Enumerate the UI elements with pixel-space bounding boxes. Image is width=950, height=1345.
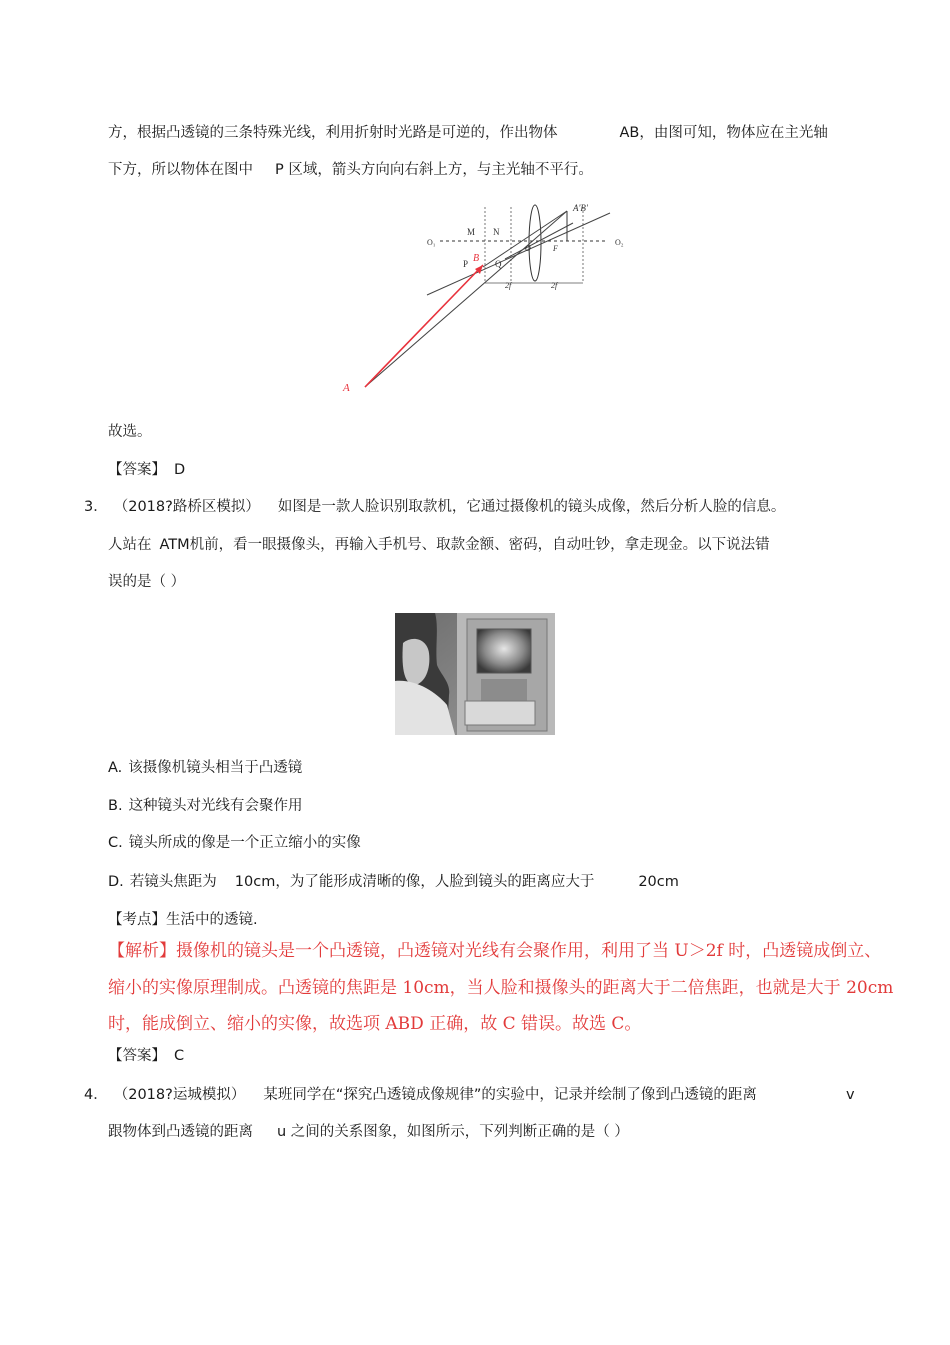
label-a: A — [343, 382, 350, 394]
q4-stem-line-1 — [84, 1085, 757, 1105]
q3-source: （2018?路桥区模拟） — [113, 499, 260, 515]
q3-stem-line-1 — [84, 497, 785, 517]
prev-answer-value: D — [174, 462, 186, 478]
q3-option-d — [108, 872, 679, 892]
q4-stem-2-a: 跟物体到凸透镜的距离 — [108, 1124, 253, 1140]
q3-option-a — [108, 758, 302, 778]
label-f: F — [553, 244, 558, 253]
q4-variable-v: v — [846, 1087, 855, 1103]
q3-option-c-text: 镜头所成的像是一个正立缩小的实像 — [128, 835, 361, 851]
q3-answer-value: C — [174, 1048, 185, 1064]
q4-source: （2018?运城模拟） — [113, 1087, 246, 1103]
prev-line-1-b: AB，由图可知，物体应在主光轴 — [619, 125, 828, 141]
q3-stem-2-a: 人站在 — [108, 537, 152, 553]
label-p: P — [463, 259, 469, 269]
label-q: Q — [495, 259, 502, 269]
q3-stem-1: 如图是一款人脸识别取款机，它通过摄像机的镜头成像，然后分析人脸的信息。 — [277, 499, 786, 515]
label-2f-right: 2f — [551, 281, 558, 290]
q3-stem-line-3: 误的是（ ） — [108, 574, 186, 590]
label-o2: O₂ — [615, 238, 624, 247]
q3-answer — [108, 1046, 184, 1066]
atm-photo — [395, 613, 555, 735]
prev-answer-label: 【答案】 — [108, 462, 166, 478]
prev-line-2-b: P 区域，箭头方向向右斜上方，与主光轴不平行。 — [275, 162, 593, 178]
label-o: O — [525, 244, 531, 253]
label-2f-left: 2f — [505, 281, 512, 290]
label-o1: O₁ — [427, 238, 436, 247]
label-b: B — [473, 253, 480, 264]
label-m: M — [467, 227, 476, 237]
q3-option-b-text: 这种镜头对光线有会聚作用 — [128, 798, 303, 814]
prev-line-1 — [108, 123, 828, 143]
q3-option-a-letter: A. — [108, 760, 123, 776]
q3-option-a-text: 该摄像机镜头相当于凸透镜 — [128, 760, 303, 776]
q4-stem-line-2 — [108, 1122, 629, 1142]
q3-answer-label: 【答案】 — [108, 1048, 166, 1064]
q3-option-d-a: 若镜头焦距为 — [129, 874, 217, 890]
lens-ray-diagram — [335, 195, 645, 405]
q3-jiexi-line-1: 【解析】摄像机的镜头是一个凸透镜，凸透镜对光线有会聚作用，利用了当 U＞2f 时，凸透镜成倒立、 — [108, 941, 882, 961]
q4-stem-1: 某班同学在“探究凸透镜成像规律”的实验中，记录并绘制了像到凸透镜的距离 — [263, 1087, 757, 1103]
object-arrow — [365, 265, 483, 387]
q3-number: 3． — [84, 499, 108, 515]
q3-option-d-letter: D. — [108, 874, 124, 890]
q3-jiexi-line-3: 时，能成倒立、缩小的实像，故选项 ABD 正确，故 C 错误。故选 C。 — [108, 1014, 642, 1034]
q4-number: 4． — [84, 1087, 108, 1103]
q3-option-d-c: 20cm — [638, 874, 679, 890]
q3-option-d-b: 10cm，为了能形成清晰的像，人脸到镜头的距离应大于 — [234, 874, 595, 890]
q3-option-c — [108, 833, 361, 853]
q3-option-b — [108, 796, 303, 816]
prev-answer — [108, 460, 185, 480]
prev-line-1-a: 方，根据凸透镜的三条特殊光线，利用折射时光路是可逆的，作出物体 — [108, 125, 558, 141]
q3-kaodian: 【考点】生活中的透镜. — [108, 912, 258, 928]
prev-line-2 — [108, 160, 593, 180]
q3-option-c-letter: C. — [108, 835, 123, 851]
q3-jiexi-line-2: 缩小的实像原理制成。凸透镜的焦距是 10cm，当人脸和摄像头的距离大于二倍焦距，也就是大于 20cm — [108, 978, 894, 998]
q3-stem-line-2 — [108, 535, 770, 555]
label-n: N — [493, 227, 500, 237]
label-a-prime-b-prime: A'B' — [573, 203, 588, 213]
q4-stem-2-b: u 之间的关系图象，如图所示，下列判断正确的是（ ） — [277, 1124, 629, 1140]
q3-stem-2-b: ATM机前，看一眼摄像头，再输入手机号、取款金额、密码，自动吐钞，拿走现金。以下说法错 — [159, 537, 770, 553]
prev-line-2-a: 下方，所以物体在图中 — [108, 162, 253, 178]
q3-option-b-letter: B. — [108, 798, 123, 814]
ray-2 — [365, 211, 567, 387]
prev-conclusion: 故选。 — [108, 424, 152, 440]
